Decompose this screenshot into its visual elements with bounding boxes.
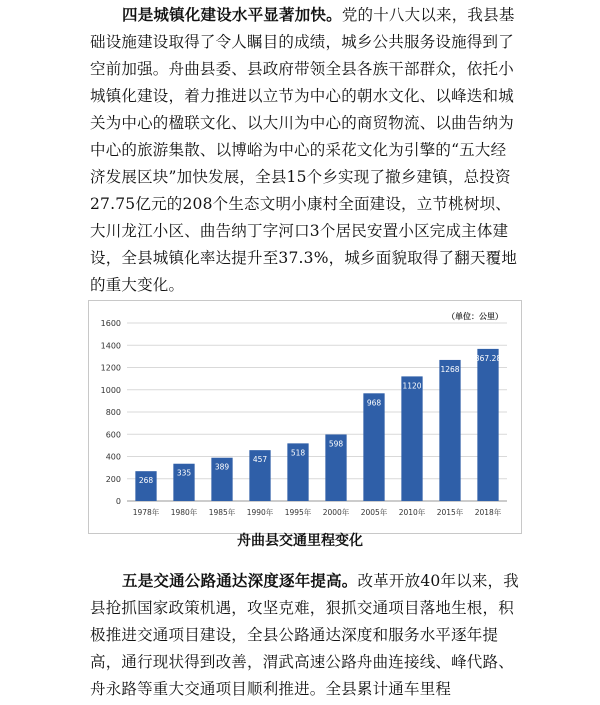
bar-value-label: 268 [138, 476, 154, 486]
y-tick-label: 0 [115, 497, 121, 506]
bar-value-label: 457 [252, 455, 268, 465]
bar-value-label: 518 [290, 448, 306, 458]
y-tick-label: 1400 [100, 341, 121, 351]
bar [363, 393, 384, 501]
chart-caption: 舟曲县交通里程变化 [237, 533, 363, 549]
paragraph-transport [90, 568, 520, 703]
paragraph-body: 改革开放40年以来，我县抢抓国家政策机遇，攻坚克难，狠抓交通项目落地生根，积极推进交通项目建设，全县公路通达深度和服务水平逐年提高，通行现状得到改善，渭武高速公路舟曲连接线、峰代路、舟永路等重大交通项目顺利推进。全县累计通车里程 [90, 572, 519, 698]
y-tick-label: 600 [105, 430, 121, 440]
bar-value-label: 389 [214, 462, 230, 472]
bar [439, 360, 460, 501]
x-tick-label: 1995年 [284, 508, 312, 517]
paragraph-urbanization [90, 2, 520, 299]
bar-value-label: 1367.283 [470, 353, 506, 363]
bar-value-label: 968 [366, 398, 382, 408]
x-tick-label: 1978年 [132, 508, 160, 517]
x-tick-label: 1990年 [246, 508, 274, 517]
bar-value-label: 598 [328, 439, 344, 449]
bar-value-label: 335 [176, 468, 192, 478]
paragraph-lead: 四是城镇化建设水平显著加快。 [122, 6, 342, 24]
x-tick-label: 2015年 [436, 508, 464, 517]
x-tick-label: 2018年 [474, 508, 502, 517]
y-tick-label: 1600 [100, 319, 121, 328]
unit-label: （单位：公里） [447, 312, 503, 321]
x-tick-label: 1985年 [208, 508, 236, 517]
bar [477, 349, 498, 501]
y-tick-label: 1200 [100, 363, 121, 373]
bar [401, 376, 422, 501]
chart-svg [89, 301, 521, 533]
bar-chart [88, 300, 522, 534]
paragraph-body: 党的十八大以来，我县基础设施建设取得了令人瞩目的成绩，城乡公共服务设施得到了空前加强。舟曲县委、县政府带领全县各族干部群众，依托小城镇化建设，着力推进以立节为中心的朝水文化、以峰迭和城关为中心的楹联文化、以大川为中心的商贸物流、以曲告纳为中心的旅游集散、以博峪为中心的采花文化为引擎的“五大经济发展区块”加快发展，全县15个乡实现了撤乡建镇，总投资27.75亿元的208个生态文明小康村全面建设，立节桃树坝、大川龙江小区、曲告纳丁字河口3个居民安置小区完成主体建设，全县城镇化率达提升至37.3%，城乡面貌取得了翻天覆地的重大变化。 [90, 6, 518, 294]
bar-value-label: 1268 [440, 364, 460, 374]
x-tick-label: 2000年 [322, 508, 350, 517]
bar-value-label: 1120 [402, 381, 422, 391]
y-tick-label: 400 [105, 452, 121, 462]
x-tick-label: 2005年 [360, 508, 388, 517]
paragraph-lead: 五是交通公路通达深度逐年提高。 [122, 572, 358, 590]
x-tick-label: 2010年 [398, 508, 426, 517]
y-tick-label: 200 [105, 474, 121, 484]
y-tick-label: 1000 [100, 385, 121, 395]
y-tick-label: 800 [105, 408, 121, 417]
x-tick-label: 1980年 [170, 508, 198, 517]
